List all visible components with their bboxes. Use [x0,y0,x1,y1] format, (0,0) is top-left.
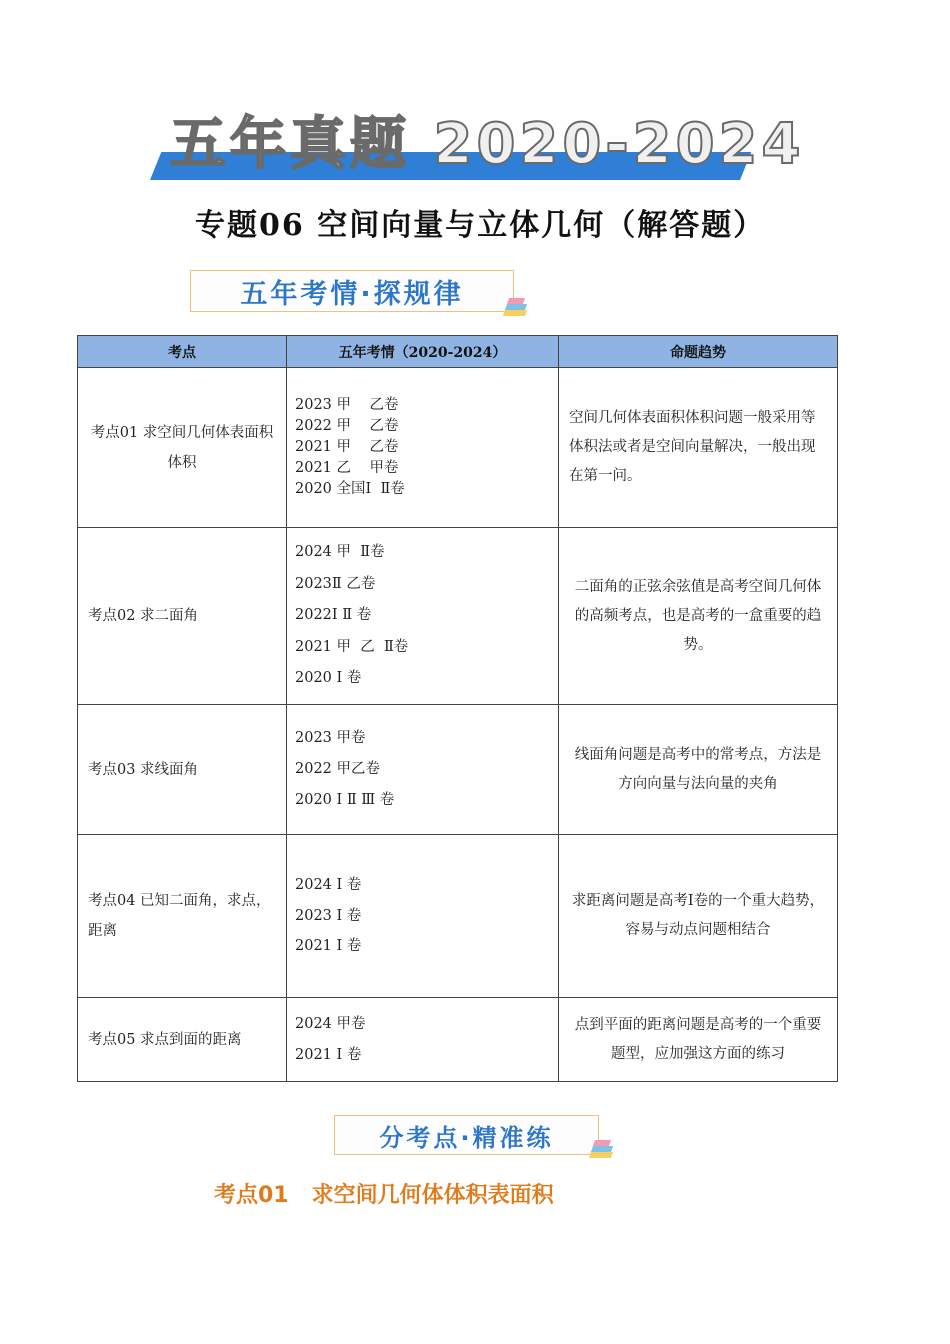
year-entry: 2024 Ⅰ 卷 [295,877,362,894]
year-entry: 2021 Ⅰ 卷 [295,1046,362,1063]
trend-cell: 二面角的正弦余弦值是高考空间几何体的高频考点，也是高考的一盒重要的趋势。 [559,528,838,705]
years-cell [287,528,559,705]
year-entry: 2021 Ⅰ 卷 [295,938,362,955]
books-icon [502,296,528,322]
year-entry: 2023Ⅱ 乙卷 [295,575,376,592]
years-cell [287,998,559,1082]
years-cell [287,705,559,835]
trend-cell: 空间几何体表面积体积问题一般采用等体积法或者是空间向量解决，一般出现在第一问。 [559,368,838,528]
years-cell [287,835,559,998]
title-banner [150,112,805,184]
column-header-trend: 命题趋势 [559,336,838,368]
years-cell [287,368,559,528]
subject-title: 专题06 空间向量与立体几何（解答题） [195,208,766,243]
section-header-label: 分考点·精准练 [379,1123,554,1152]
point-cell: 考点02 求二面角 [78,528,287,705]
year-entry: 2022 甲 乙卷 [295,418,399,434]
section-header-label: 五年考情·探规律 [240,278,464,310]
year-entry: 2023 甲 乙卷 [295,397,399,413]
year-entry: 2022 甲乙卷 [295,761,381,777]
table-row [78,705,838,835]
section-header-trends [190,270,514,312]
year-entry: 2023 Ⅰ 卷 [295,907,362,924]
trend-cell: 线面角问题是高考中的常考点，方法是方向向量与法向量的夹角 [559,705,838,835]
banner-title: 五年真题 2020-2024 [170,112,805,177]
year-entry: 2023 甲卷 [295,730,366,746]
column-header-point: 考点 [78,336,287,368]
year-entry: 2020 Ⅰ 卷 [295,670,362,687]
trend-cell: 求距离问题是高考Ⅰ卷的一个重大趋势，容易与动点问题相结合 [559,835,838,998]
exam-trend-table [77,335,838,1082]
table-header-row [78,336,838,368]
table-row [78,998,838,1082]
sub-heading: 考点01 求空间几何体体积表面积 [214,1183,554,1208]
point-cell: 考点01 求空间几何体表面积体积 [78,368,287,528]
point-cell: 考点04 已知二面角，求点，距离 [78,835,287,998]
table-row [78,528,838,705]
year-entry: 2024 甲 Ⅱ卷 [295,544,385,561]
year-entry: 2024 甲卷 [295,1015,366,1032]
year-entry: 2020 Ⅰ Ⅱ Ⅲ 卷 [295,792,395,808]
table-row [78,835,838,998]
point-cell: 考点03 求线面角 [78,705,287,835]
column-header-years: 五年考情（2020-2024） [287,336,559,368]
trend-cell: 点到平面的距离问题是高考的一个重要题型，应加强这方面的练习 [559,998,838,1082]
year-entry: 2021 甲 乙卷 [295,439,399,455]
section-header-practice [334,1115,599,1155]
year-entry: 2021 甲 乙 Ⅱ卷 [295,638,409,655]
year-entry: 2021 乙 甲卷 [295,460,399,476]
books-icon [588,1138,614,1164]
year-entry: 2020 全国Ⅰ Ⅱ卷 [295,481,405,497]
table-row [78,368,838,528]
year-entry: 2022Ⅰ Ⅱ 卷 [295,607,372,624]
point-cell: 考点05 求点到面的距离 [78,998,287,1082]
